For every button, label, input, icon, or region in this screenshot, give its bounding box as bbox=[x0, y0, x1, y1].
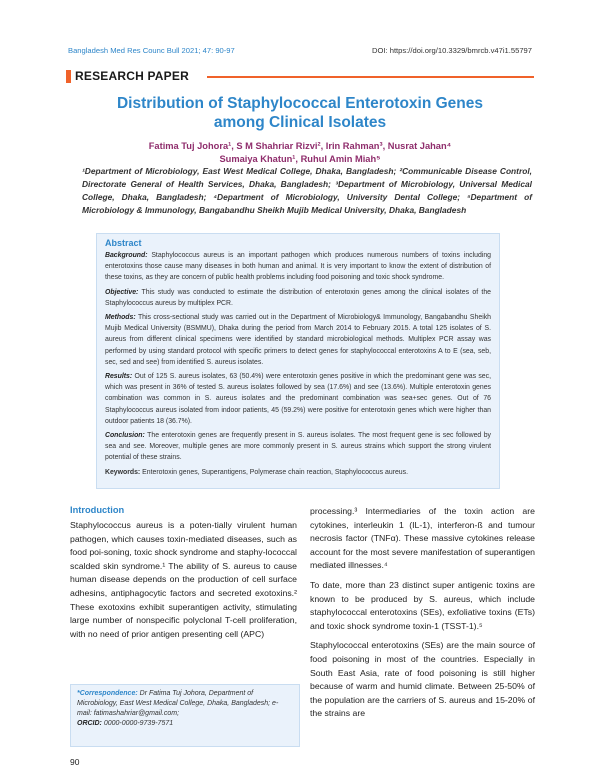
keywords-label: Keywords: bbox=[105, 468, 141, 476]
keywords-text: Enterotoxin genes, Superantigens, Polymerase chain reaction, Staphylococcus aureus. bbox=[142, 468, 408, 476]
doi-link[interactable]: DOI: https://doi.org/10.3329/bmrcb.v47i1.55797 bbox=[372, 46, 532, 55]
abstract-conclusion bbox=[105, 430, 491, 464]
objective-text: This study was conducted to estimate the distribution of enterotoxin genes among the clinical isolates of the Staphylococcus aureus by multiplex PCR. bbox=[105, 288, 491, 307]
column-left bbox=[70, 505, 297, 647]
intro-paragraph-4: Staphylococcal enterotoxins (SEs) are the main source of food poisoning in most of the countries. Especially in South East Asia, rate of food poisoning is still higher because of warm and humid climate. Between 25-50% of the population are the carriers of S. aureus and 15-20% of the strains are bbox=[310, 640, 535, 719]
section-divider bbox=[207, 76, 534, 78]
intro-paragraph-3: To date, more than 23 distinct super antigenic toxins are known to be produced by S. aureus, which include staphylococcal enterotoxins (SEs), exfoliative toxins (ETs) and toxic shock syndrome toxin-1 (TSST-1).⁵ bbox=[310, 579, 535, 631]
abstract-methods bbox=[105, 312, 491, 368]
keywords bbox=[105, 467, 491, 478]
correspondence-text: Dr Fatima Tuj Johora, Department of Microbiology, East West Medical College, Dhaka, Bangladesh; e-mail: fatimashahriar@gmail.com; bbox=[77, 690, 279, 717]
abstract-objective bbox=[105, 287, 491, 309]
orcid-label: ORCID: bbox=[77, 720, 102, 727]
article-title bbox=[60, 94, 540, 132]
abstract-results bbox=[105, 371, 491, 427]
title-line-1: Distribution of Staphylococcal Enterotoxin Genes bbox=[116, 95, 484, 112]
section-label: RESEARCH PAPER bbox=[75, 69, 189, 83]
results-label: Results: bbox=[105, 373, 133, 381]
title-line-2: among Clinical Isolates bbox=[213, 114, 387, 131]
correspondence-label: *Correspondence: bbox=[77, 690, 138, 697]
background-text: Staphylococcus aureus is an important pathogen which produces numerous numbers of toxins including enterotoxins those cause many diseases in both human and animal. It is very important to know the extent of distribution of these toxins, as they are concern of public health problems including food poisoning and toxic shock syndrome. bbox=[105, 252, 491, 282]
authors-line-2: Sumaiya Khatun¹, Ruhul Amin Miah⁵ bbox=[219, 154, 381, 164]
author-list bbox=[60, 140, 540, 166]
abstract-box bbox=[96, 233, 500, 489]
objective-label: Objective: bbox=[105, 288, 139, 296]
column-right bbox=[310, 505, 535, 727]
conclusion-text: The enterotoxin genes are frequently present in S. aureus isolates. The most frequent gene is sec followed by sea and see. Moreover, multiple genes are more commonly present in S. aureus strains which support the strong virulent potential of these strains. bbox=[105, 432, 491, 462]
correspondence-box bbox=[70, 684, 300, 747]
conclusion-label: Conclusion: bbox=[105, 432, 145, 440]
affiliations: ¹Department of Microbiology, East West Medical College, Dhaka, Bangladesh; ²Communicable Disease Control, Directorate General of Health Services, Dhaka, Bangladesh; ³Department of Microbiology, Universal Medical College, Dhaka, Bangladesh; ⁴Department of Microbiology, University Dental College; ⁵Department of Microbiology & Immunology, Bangabandhu Sheikh Mujib Medical University, Dhaka, Bangladesh bbox=[82, 166, 532, 215]
journal-citation: Bangladesh Med Res Counc Bull 2021; 47: 90-97 bbox=[68, 46, 235, 55]
page-number: 90 bbox=[70, 757, 80, 767]
abstract-heading: Abstract bbox=[105, 238, 142, 248]
intro-paragraph-2: processing.³ Intermediaries of the toxin action are cytokines, interleukin 1 (IL-1), interferon-ß and tumour necrosis factor (TNFα). These massive cytokines release account for the most severe manifestation of superantigen mediated illnesses.⁴ bbox=[310, 506, 535, 571]
section-accent-bar bbox=[66, 70, 71, 83]
authors-line-1: Fatima Tuj Johora¹, S M Shahriar Rizvi², Irin Rahman³, Nusrat Jahan⁴ bbox=[148, 141, 452, 151]
orcid-value: 0000-0000-9739-7571 bbox=[103, 720, 174, 727]
background-label: Background: bbox=[105, 252, 148, 259]
intro-paragraph-1: Staphylococcus aureus is a poten-tially virulent human pathogen, which causes toxin-mediated diseases, such as food poi-soning, toxic shock syndrome and staphy-lococcal scalded skin syndrome.¹ The ability of S. aureus to cause human disease depends on the production of cell surface adhesins, antiphagocytic factors and secreted exotoxins.² These exotoxins exhibit superantigen activity, stimulating large number of nonspecific polyclonal T-cell proliferation, with no need of prior antigen presenting cell (APC) bbox=[70, 520, 297, 639]
introduction-heading: Introduction bbox=[70, 505, 125, 515]
methods-text: This cross-sectional study was carried out in the Department of Microbiology& Immunology, Bangabandhu Sheikh Mujib Medical University (BSMMU), Dhaka during the period from March 2014 to February 2015. A total 125 isolates of S. aureus from different clinical specimens were identified by standard microbiological methods. Multiplex PCR assay was performed by using standard protocol with specific primers to detect genes for staphylococcal enterotoxins A to E (sea, seb, sec, sed and see) from identified S. aureus isolates. bbox=[105, 314, 491, 366]
methods-label: Methods: bbox=[105, 314, 136, 322]
abstract-background bbox=[105, 250, 491, 284]
results-text: Out of 125 S. aureus isolates, 63 (50.4%) were enterotoxin genes positive in which the predominant gene was sec, which was present in 36% of tested S. aureus isolates followed by sea (17.6%) and see (13.6%). Multiple enterotoxin genes combination was common in S. aureus isolates and the predominant combination was sea+sec genes. Out of 76 Staphylococcus aureus isolated from indoor patients, 45 (59.2%) were positive for enterotoxin genes which were higher than outdoor patients 18 (36.7%). bbox=[105, 373, 491, 425]
